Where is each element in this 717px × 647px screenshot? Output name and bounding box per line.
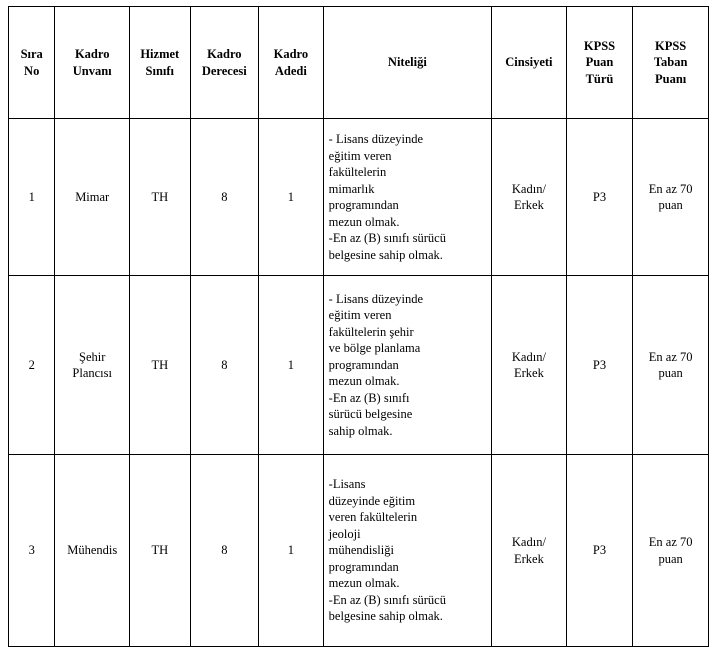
cell-niteligi bbox=[323, 119, 491, 276]
nitelik-line: mezun olmak. bbox=[328, 576, 400, 591]
cell-kadro-unvani-text: Şehir Plancısı bbox=[72, 349, 112, 380]
kadro-table bbox=[8, 6, 709, 647]
table-header bbox=[9, 7, 709, 119]
nitelik-line: programından bbox=[328, 198, 399, 212]
nitelik-line: ve bölge planlama bbox=[328, 341, 421, 356]
cell-hizmet-sinifi: TH bbox=[130, 276, 191, 455]
column-header-hizmet-sinifi-label: Hizmet Sınıfı bbox=[140, 47, 180, 78]
column-header-kadro-adedi bbox=[259, 7, 324, 119]
nitelik-line: - Lisans düzeyinde bbox=[328, 291, 424, 306]
cell-hizmet-sinifi: TH bbox=[130, 119, 191, 276]
column-header-kpss-taban-puani-label: KPSS Taban Puanı bbox=[653, 38, 688, 86]
cell-kpss-taban-puani-text: En az 70 puan bbox=[648, 535, 693, 566]
cell-kadro-unvani bbox=[55, 119, 130, 276]
cell-sira-no: 1 bbox=[9, 119, 55, 276]
cell-kpss-puan-turu: P3 bbox=[566, 119, 633, 276]
column-header-kpss-puan-turu-label: KPSS Puan Türü bbox=[583, 38, 616, 86]
nitelik-line: programından bbox=[328, 357, 399, 372]
column-header-kadro-unvani bbox=[55, 7, 130, 119]
nitelik-line: sürücü belgesine bbox=[328, 407, 413, 422]
nitelik-line: mimarlık bbox=[328, 181, 375, 196]
nitelik-line: fakültelerin şehir bbox=[328, 324, 414, 339]
nitelik-line: mezun olmak. bbox=[328, 374, 400, 389]
nitelik-line: jeoloji bbox=[328, 526, 361, 541]
nitelik-line: düzeyinde eğitim bbox=[328, 493, 416, 508]
cell-kpss-taban-puani bbox=[633, 455, 709, 647]
nitelik-line: belgesine sahip olmak. bbox=[328, 609, 443, 624]
nitelik-line: sahip olmak. bbox=[328, 423, 393, 438]
nitelik-line: eğitim veren bbox=[328, 308, 392, 323]
column-header-sira-no bbox=[9, 7, 55, 119]
cell-kadro-unvani-text: Mühendis bbox=[67, 543, 118, 558]
nitelik-line: eğitim veren bbox=[328, 148, 392, 163]
column-header-niteligi bbox=[323, 7, 491, 119]
cell-kadro-derecesi: 8 bbox=[190, 119, 259, 276]
column-header-cinsiyeti-label: Cinsiyeti bbox=[505, 55, 553, 70]
cell-cinsiyeti bbox=[492, 276, 567, 455]
cell-kpss-taban-puani bbox=[633, 119, 709, 276]
column-header-niteligi-label: Niteliği bbox=[387, 55, 427, 70]
cell-cinsiyeti-text: Kadın/ Erkek bbox=[511, 535, 546, 566]
nitelik-line: veren fakültelerin bbox=[328, 510, 418, 525]
nitelik-line: -Lisans bbox=[328, 477, 366, 492]
nitelik-line: fakültelerin bbox=[328, 165, 387, 179]
nitelik-line: mühendisliği bbox=[328, 543, 394, 558]
table-row bbox=[9, 276, 709, 455]
cell-kadro-unvani-text: Mimar bbox=[75, 189, 110, 204]
cell-cinsiyeti-text: Kadın/ Erkek bbox=[511, 181, 546, 212]
table-row bbox=[9, 455, 709, 647]
nitelik-line: - Lisans düzeyinde bbox=[328, 132, 424, 146]
cell-cinsiyeti bbox=[492, 455, 567, 647]
table-header-row bbox=[9, 7, 709, 119]
cell-cinsiyeti-text: Kadın/ Erkek bbox=[511, 349, 546, 380]
nitelik-line: -En az (B) sınıfı sürücü bbox=[328, 592, 446, 607]
cell-kpss-puan-turu: P3 bbox=[566, 455, 633, 647]
cell-cinsiyeti bbox=[492, 119, 567, 276]
cell-kadro-unvani bbox=[55, 455, 130, 647]
cell-hizmet-sinifi: TH bbox=[130, 455, 191, 647]
table-body bbox=[9, 119, 709, 647]
column-header-sira-no-label: Sıra No bbox=[20, 47, 43, 78]
column-header-hizmet-sinifi bbox=[130, 7, 191, 119]
cell-niteligi bbox=[323, 455, 491, 647]
column-header-kpss-puan-turu bbox=[566, 7, 633, 119]
cell-niteligi bbox=[323, 276, 491, 455]
nitelik-line: -En az (B) sınıfı bbox=[328, 390, 410, 405]
nitelik-line: mezun olmak. bbox=[328, 214, 400, 229]
nitelik-line: -En az (B) sınıfı sürücü bbox=[328, 231, 446, 245]
column-header-kadro-derecesi bbox=[190, 7, 259, 119]
cell-kadro-derecesi: 8 bbox=[190, 276, 259, 455]
cell-kadro-unvani bbox=[55, 276, 130, 455]
column-header-cinsiyeti bbox=[492, 7, 567, 119]
cell-kpss-taban-puani bbox=[633, 276, 709, 455]
column-header-kpss-taban-puani bbox=[633, 7, 709, 119]
cell-sira-no: 3 bbox=[9, 455, 55, 647]
cell-kpss-puan-turu: P3 bbox=[566, 276, 633, 455]
cell-kadro-adedi: 1 bbox=[259, 119, 324, 276]
cell-kpss-taban-puani-text: En az 70 puan bbox=[648, 181, 693, 212]
table-row bbox=[9, 119, 709, 276]
cell-sira-no: 2 bbox=[9, 276, 55, 455]
nitelik-line: belgesine sahip olmak. bbox=[328, 247, 443, 262]
cell-kadro-adedi: 1 bbox=[259, 455, 324, 647]
column-header-kadro-unvani-label: Kadro Unvanı bbox=[72, 47, 112, 78]
cell-kadro-adedi: 1 bbox=[259, 276, 324, 455]
cell-kpss-taban-puani-text: En az 70 puan bbox=[648, 349, 693, 380]
nitelik-line: programından bbox=[328, 559, 399, 574]
cell-kadro-derecesi: 8 bbox=[190, 455, 259, 647]
column-header-kadro-adedi-label: Kadro Adedi bbox=[273, 47, 309, 78]
column-header-kadro-derecesi-label: Kadro Derecesi bbox=[201, 47, 247, 78]
